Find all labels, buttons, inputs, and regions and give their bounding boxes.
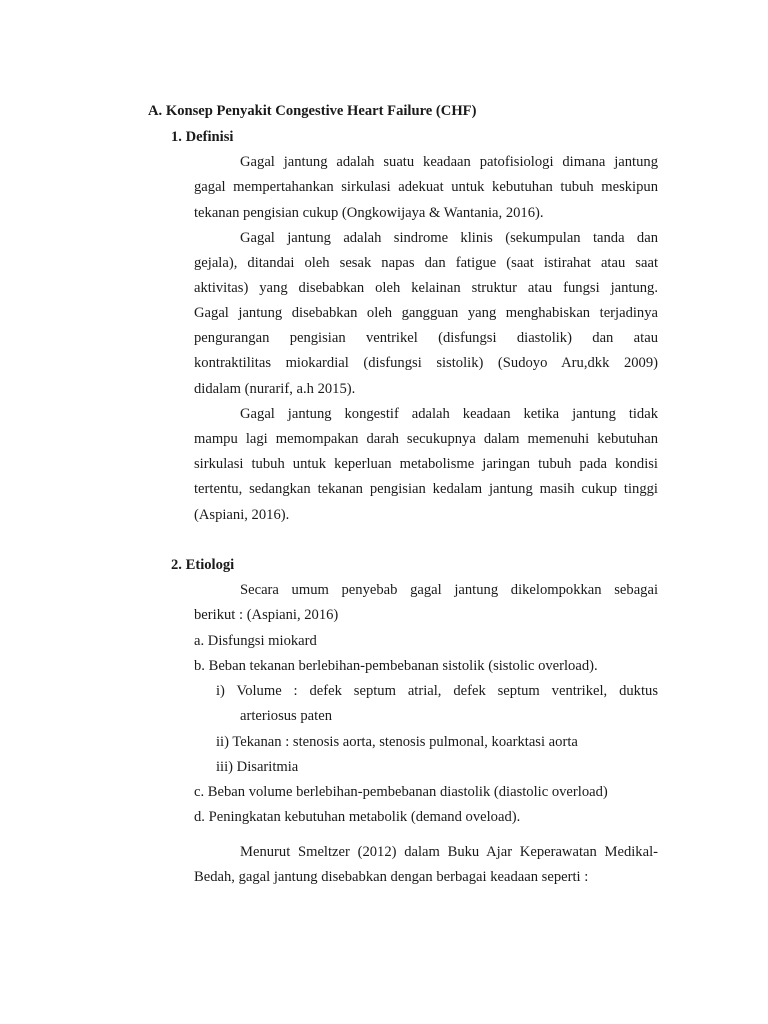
sub-list-item-i-continued: arteriosus paten: [240, 708, 332, 724]
paragraph-line: didalam (nurarif, a.h 2015).: [194, 381, 356, 397]
paragraph-line: aktivitas) yang disebabkan oleh kelainan struktur atau fungsi jantung.: [194, 280, 658, 296]
paragraph-line: Gagal jantung kongestif adalah keadaan ketika jantung tidak: [240, 406, 658, 422]
sub-list-item-ii: ii) Tekanan : stenosis aorta, stenosis pulmonal, koarktasi aorta: [216, 734, 578, 750]
paragraph-line: gagal mempertahankan sirkulasi adekuat untuk kebutuhan tubuh meskipun: [194, 179, 658, 195]
paragraph-line: mampu lagi memompakan darah secukupnya dalam memenuhi kebutuhan: [194, 431, 658, 447]
list-item-d: d. Peningkatan kebutuhan metabolik (demand oveload).: [194, 809, 521, 825]
paragraph-line: Secara umum penyebab gagal jantung dikelompokkan sebagai: [240, 582, 658, 598]
paragraph-line: Gagal jantung adalah sindrome klinis (sekumpulan tanda dan: [240, 230, 658, 246]
paragraph-line: gejala), ditandai oleh sesak napas dan fatigue (saat istirahat atau saat: [194, 255, 658, 271]
list-item-b: b. Beban tekanan berlebihan-pembebanan sistolik (sistolic overload).: [194, 658, 598, 674]
sub-list-item-i: i) Volume : defek septum atrial, defek septum ventrikel, duktus: [216, 683, 658, 699]
section-heading: A. Konsep Penyakit Congestive Heart Failure (CHF): [148, 103, 477, 119]
paragraph-line: tertentu, sedangkan tekanan pengisian kedalam jantung masih cukup tinggi: [194, 481, 658, 497]
paragraph-line: kontraktilitas miokardial (disfungsi sistolik) (Sudoyo Aru,dkk 2009): [194, 355, 658, 371]
list-item-c: c. Beban volume berlebihan-pembebanan diastolik (diastolic overload): [194, 784, 608, 800]
paragraph-line: Gagal jantung disebabkan oleh gangguan yang menghabiskan terjadinya: [194, 305, 658, 321]
paragraph-line: Gagal jantung adalah suatu keadaan patofisiologi dimana jantung: [240, 154, 658, 170]
paragraph-line: pengurangan pengisian ventrikel (disfungsi diastolik) dan atau: [194, 330, 658, 346]
subsection-title-etiologi: 2. Etiologi: [171, 557, 235, 573]
paragraph-line: sirkulasi tubuh untuk keperluan metabolisme jaringan tubuh pada kondisi: [194, 456, 658, 472]
paragraph-line: Bedah, gagal jantung disebabkan dengan berbagai keadaan seperti :: [194, 869, 589, 885]
subsection-title-definisi: 1. Definisi: [171, 129, 234, 145]
sub-list-item-iii: iii) Disaritmia: [216, 759, 299, 775]
paragraph-line: (Aspiani, 2016).: [194, 507, 290, 523]
paragraph-line: tekanan pengisian cukup (Ongkowijaya & Wantania, 2016).: [194, 205, 544, 221]
list-item-a: a. Disfungsi miokard: [194, 633, 317, 649]
paragraph-line: berikut : (Aspiani, 2016): [194, 607, 339, 623]
paragraph-line: Menurut Smeltzer (2012) dalam Buku Ajar Keperawatan Medikal-: [240, 844, 658, 860]
